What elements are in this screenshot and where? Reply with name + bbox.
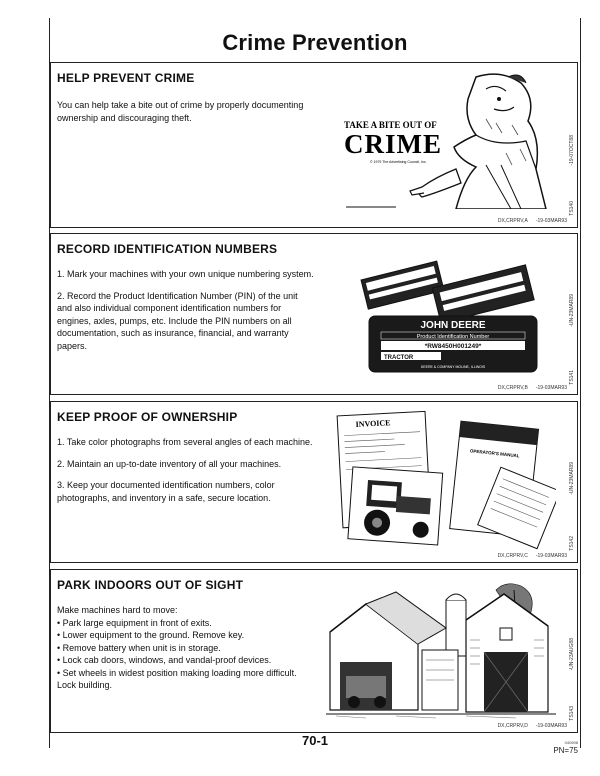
page-pn: PN=75 [553, 746, 578, 755]
manual-title: OPERATOR'S MANUAL [469, 448, 520, 459]
paragraph: You can help take a bite out of crime by properly documenting ownership and discouraging theft. [57, 100, 304, 123]
vertical-image-code: -19-07OCT88 [569, 135, 575, 166]
section-body [57, 436, 315, 513]
identification-plates-illustration [351, 252, 551, 380]
list-item: • Set wheels in widest position making loading more difficult. Lock building. [57, 667, 315, 692]
page-number: 70-1 [301, 733, 329, 748]
section-record-identification [50, 233, 578, 395]
list-item: • Lower equipment to the ground. Remove key. [57, 629, 315, 642]
vertical-image-code: TS143 [569, 706, 575, 721]
vertical-image-code: TS140 [569, 201, 575, 216]
barn-and-garage-illustration [326, 580, 556, 720]
campaign-copyright: © 1979 The Advertising Council, Inc. [370, 160, 427, 164]
plate-label: Product Identification Number [416, 334, 490, 340]
section-help-prevent-crime [50, 62, 578, 228]
bullets-intro: Make machines hard to move: [57, 605, 178, 615]
paragraph: 1. Mark your machines with your own unique numbering system. [57, 269, 314, 279]
vertical-image-code: -UN-23MAR89 [569, 294, 575, 327]
reference-code: DX,CRPRV,B -19-03MAR93 [497, 385, 567, 391]
mcgruff-crime-dog-illustration [336, 69, 556, 209]
reference-code: DX,CRPRV,D -19-03MAR93 [497, 723, 567, 729]
section-heading: RECORD IDENTIFICATION NUMBERS [57, 242, 278, 256]
section-keep-proof [50, 401, 578, 563]
section-heading: PARK INDOORS OUT OF SIGHT [57, 578, 244, 592]
section-heading: KEEP PROOF OF OWNERSHIP [57, 410, 238, 424]
campaign-crime-word: CRIME [344, 129, 442, 159]
paragraph: 2. Record the Product Identification Number (PIN) of the unit and also individual component identification numbers for engines, axles, pumps, etc. Include the PIN numbers on all documentation, such as insurance, financial, and warranty papers. [57, 290, 298, 351]
section-park-indoors [50, 569, 578, 733]
paragraph: 1. Take color photographs from several angles of each machine. [57, 437, 313, 447]
vertical-image-code: TS142 [569, 536, 575, 551]
reference-code: DX,CRPRV,C -19-03MAR93 [497, 553, 567, 559]
plate-pin: *RW8450H001249* [424, 343, 482, 350]
campaign-tagline: TAKE A BITE OUT OF [344, 120, 437, 130]
plate-model: TRACTOR [384, 355, 414, 361]
section-body [57, 604, 315, 692]
list-item: • Remove battery when unit is in storage. [57, 642, 315, 655]
paragraph: 3. Keep your documented identification numbers, color photographs, and inventory in a safe, secure location. [57, 480, 275, 503]
vertical-image-code: -UN-23MAR89 [569, 462, 575, 495]
plate-maker: DEERE & COMPANY MOLINE, ILLINOIS [420, 365, 486, 369]
section-body [57, 99, 315, 133]
invoice-title: INVOICE [355, 418, 391, 429]
section-heading: HELP PREVENT CRIME [57, 71, 195, 85]
plate-brand: JOHN DEERE [420, 320, 486, 331]
page-border-right [580, 18, 581, 748]
reference-code: DX,CRPRV,A -19-03MAR93 [497, 218, 567, 224]
documents-and-photos-illustration [336, 410, 556, 550]
page-title: Crime Prevention [222, 30, 408, 55]
list-item: • Lock cab doors, windows, and vandal-proof devices. [57, 654, 315, 667]
vertical-image-code: TS141 [569, 370, 575, 385]
bullet-list [57, 617, 315, 692]
vertical-image-code: -UN-23AUG88 [569, 638, 575, 671]
section-body [57, 268, 315, 361]
paragraph: 2. Maintain an up-to-date inventory of all your machines. [57, 458, 282, 469]
footer-code: 040698 [564, 740, 578, 745]
list-item: • Park large equipment in front of exits. [57, 617, 315, 630]
